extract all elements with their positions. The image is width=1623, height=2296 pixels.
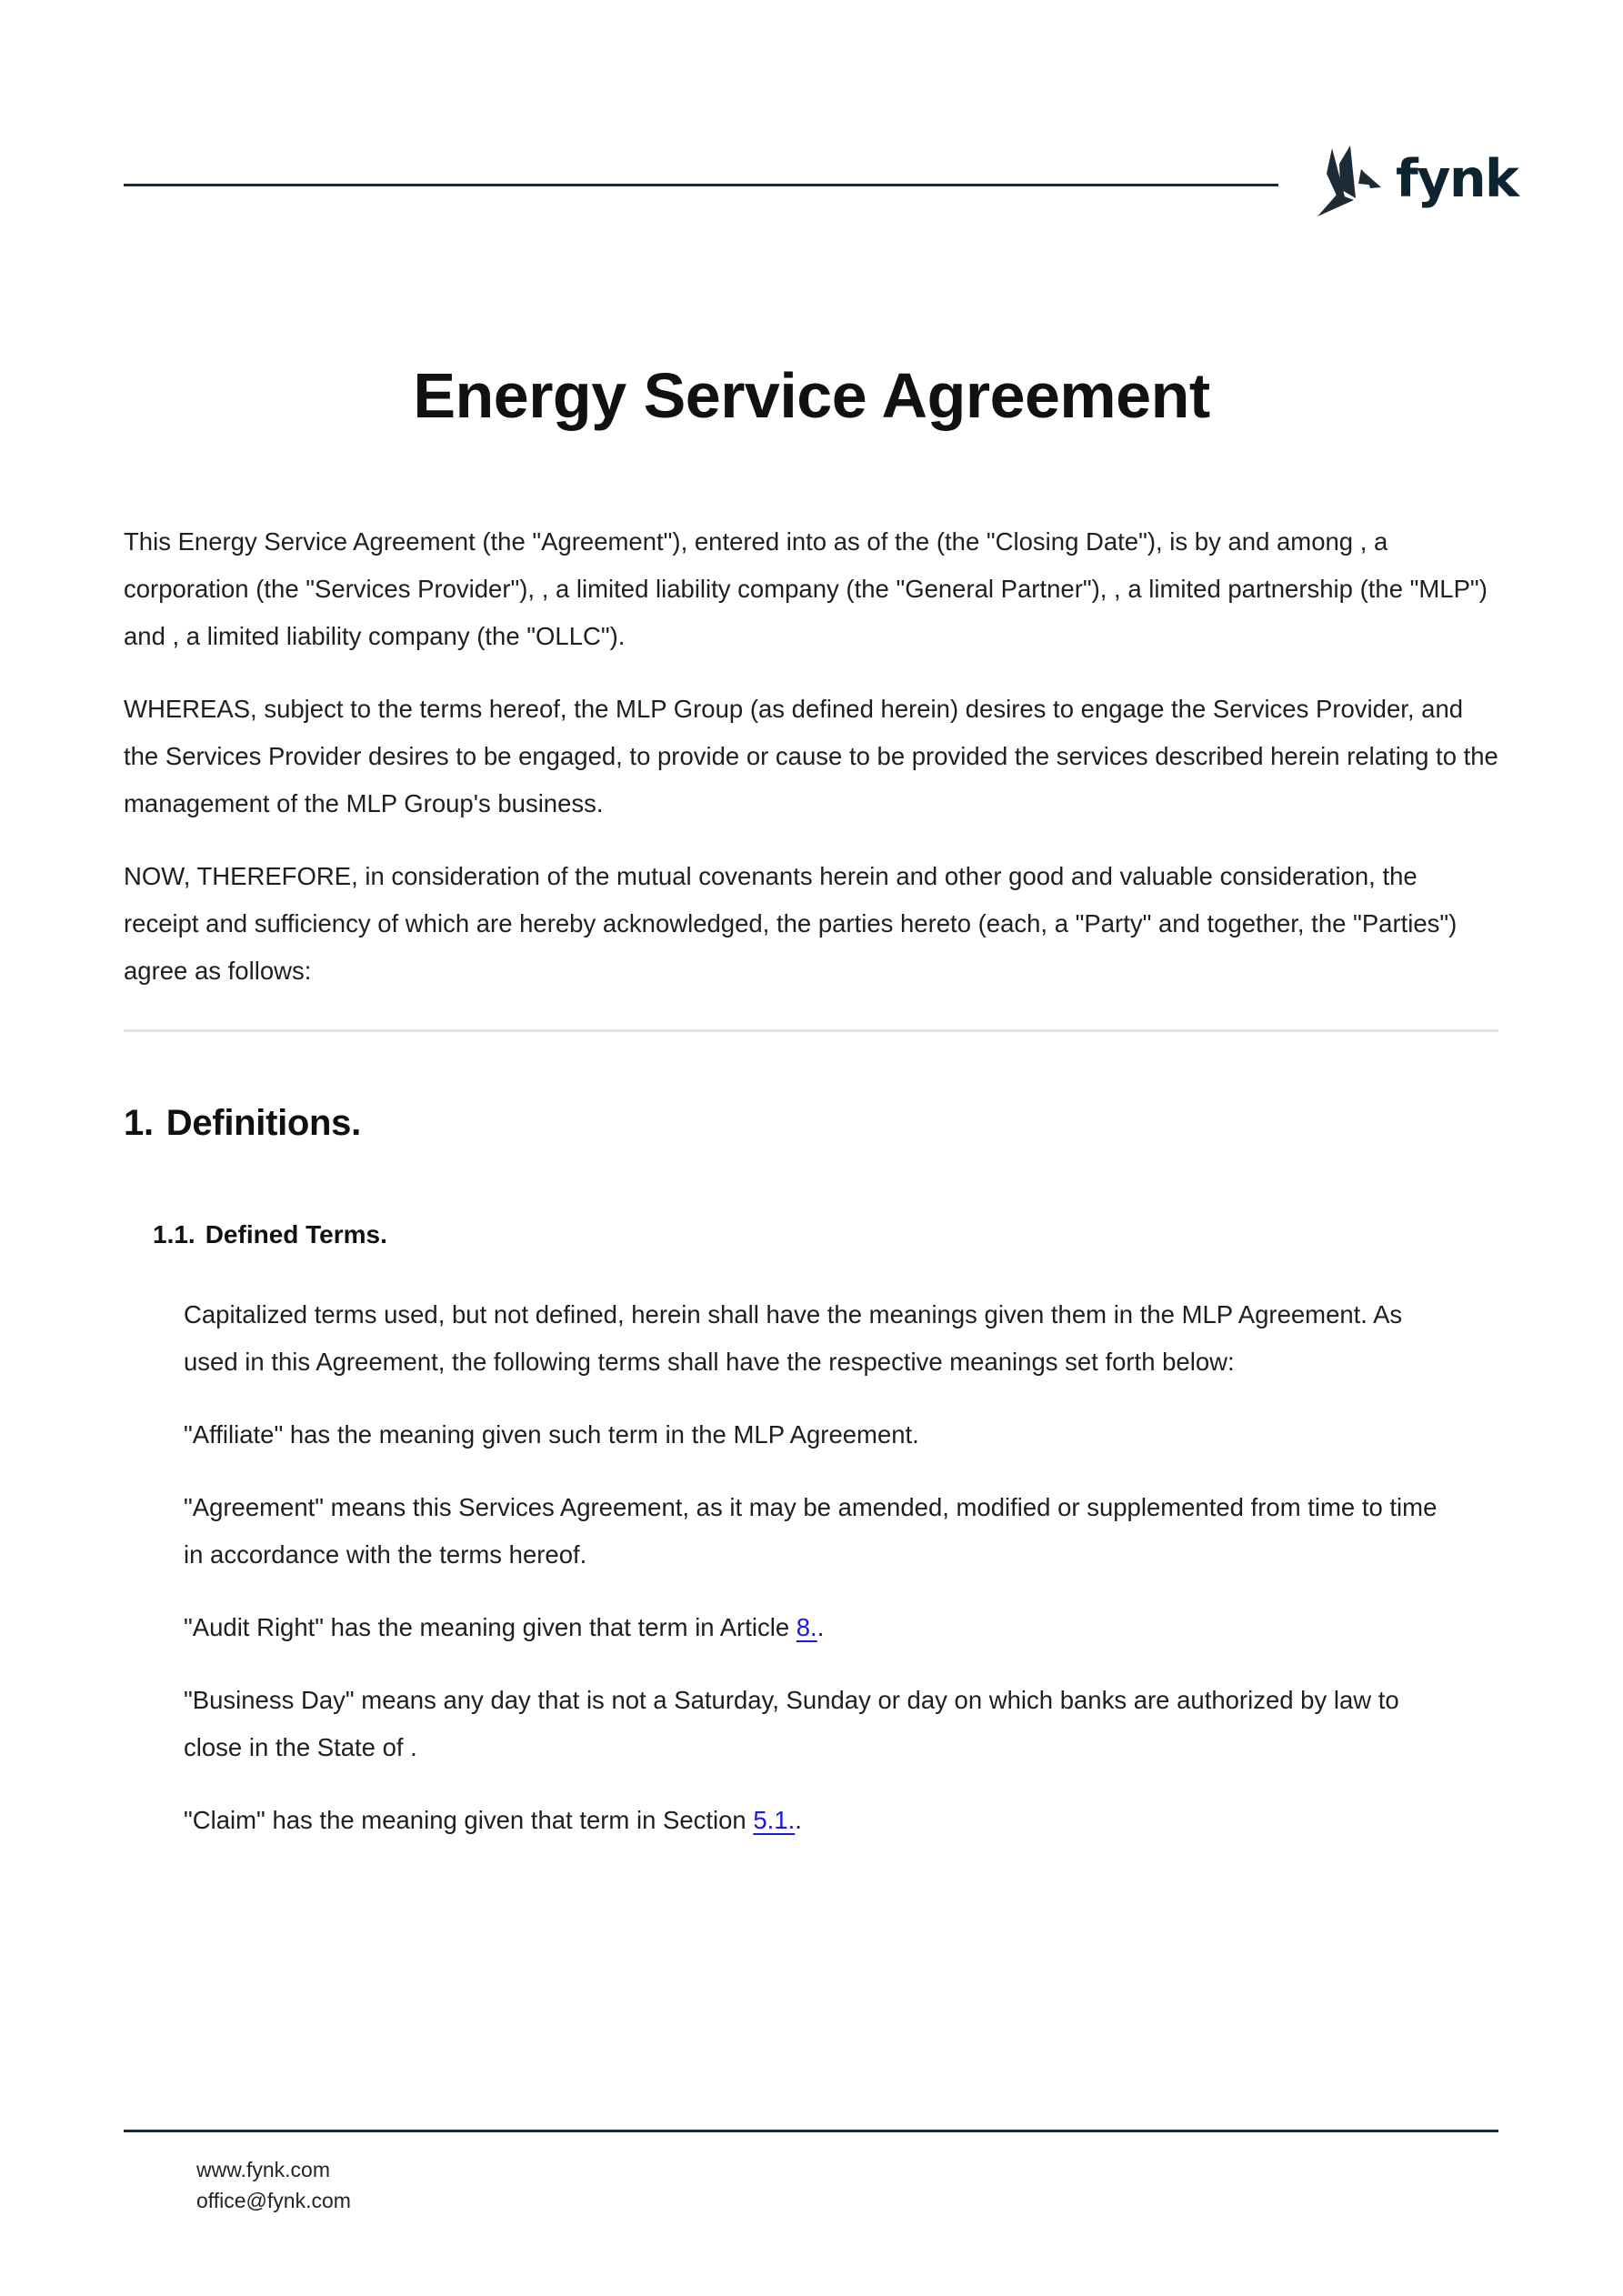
- definition-affiliate: "Affiliate" has the meaning given such term in the MLP Agreement.: [184, 1420, 919, 1449]
- page-footer: [124, 2130, 1498, 2216]
- definition-audit-right-text: "Audit Right" has the meaning given that term in Article: [184, 1613, 796, 1641]
- defined-terms-body: [184, 1291, 1438, 1844]
- page-header: [0, 0, 1623, 246]
- definition-claim-period: .: [795, 1806, 802, 1834]
- section-number: 1.: [124, 1103, 154, 1143]
- definition-claim: [184, 1797, 1438, 1844]
- section-title: Definitions.: [165, 1103, 361, 1143]
- footer-divider-rule: [124, 2130, 1498, 2132]
- definition-business-day: "Business Day" means any day that is not a Saturday, Sunday or day on which banks are authorized by law to close in the State of .: [184, 1686, 1399, 1761]
- fynk-wordmark: fynk: [1396, 148, 1518, 209]
- preamble-paragraph-3: NOW, THEREFORE, in consideration of the mutual covenants herein and other good and valuable consideration, the receipt and sufficiency of which are hereby acknowledged, the parties hereto (each, a "Party" and together, the "Parties") agree as follows:: [124, 862, 1458, 985]
- subsection-number: 1.1.: [153, 1220, 195, 1248]
- section-5-1-link[interactable]: 5.1.: [753, 1806, 796, 1834]
- subsection-title: Defined Terms.: [205, 1220, 387, 1248]
- footer-contact: [196, 2154, 1498, 2216]
- footer-website: www.fynk.com: [196, 2158, 330, 2181]
- definition-agreement: "Agreement" means this Services Agreement, as it may be amended, modified or supplemented from time to time in accordance with the terms hereof.: [184, 1493, 1438, 1569]
- page-title: Energy Service Agreement: [413, 359, 1210, 431]
- definition-claim-text: "Claim" has the meaning given that term in Section: [184, 1806, 754, 1834]
- preamble-paragraph-2: WHEREAS, subject to the terms hereof, the MLP Group (as defined herein) desires to engage the Services Provider, and the Services Provider desires to be engaged, to provide or cause to be provided the services described herein relating to the management of the MLP Group's business.: [124, 695, 1498, 817]
- subsection-heading-defined-terms: [153, 1220, 1498, 1249]
- section-heading-definitions: [124, 1103, 1498, 1144]
- article-8-link[interactable]: 8.: [796, 1613, 817, 1641]
- section-divider: [124, 1029, 1498, 1032]
- preamble-paragraph-1: This Energy Service Agreement (the "Agreement"), entered into as of the (the "Closing Date"), is by and among , a corporation (the "Services Provider"), , a limited liability company (the "General Partner"), , a limited partnership (the "MLP") and , a limited liability company (the "OLLC").: [124, 527, 1488, 650]
- footer-email: office@fynk.com: [196, 2189, 351, 2212]
- fynk-origami-bird-icon: [1316, 144, 1383, 218]
- fynk-logo: [1316, 144, 1518, 218]
- document-body: [124, 518, 1498, 1844]
- defined-terms-intro: Capitalized terms used, but not defined, herein shall have the meanings given them in the MLP Agreement. As used in this Agreement, the following terms shall have the respective meanings set forth below:: [184, 1300, 1403, 1376]
- definition-audit-right-period: .: [817, 1613, 825, 1641]
- definition-audit-right: [184, 1604, 1438, 1651]
- header-divider-rule: [124, 184, 1278, 186]
